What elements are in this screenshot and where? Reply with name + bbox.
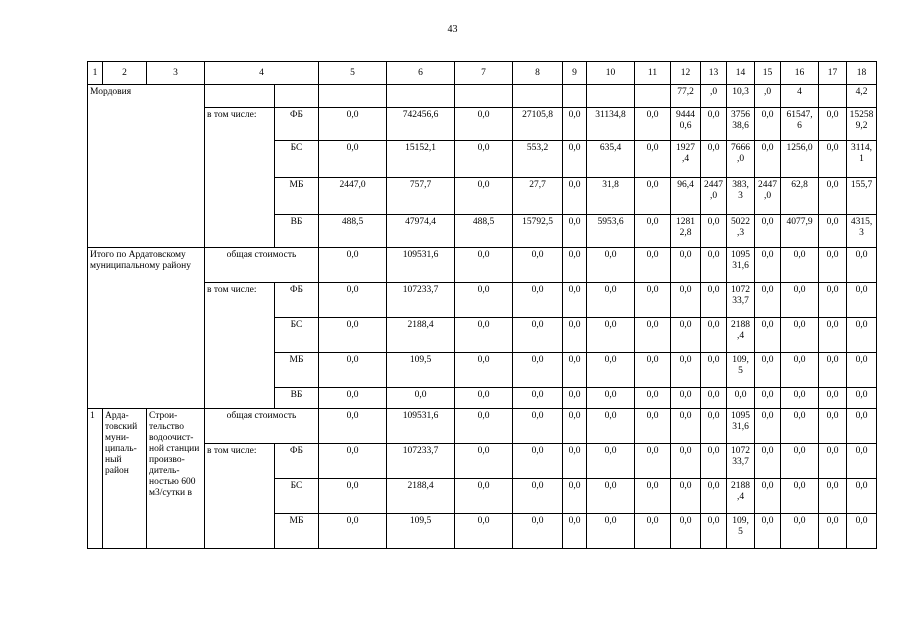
value-cell: 0,0	[701, 108, 727, 141]
value-cell: 0,0	[671, 283, 701, 318]
value-cell: 0,0	[701, 353, 727, 388]
value-cell: 0,0	[513, 444, 563, 479]
value-cell: 0,0	[513, 353, 563, 388]
object-district: Арда-товский муни-ципаль-ный район	[103, 409, 147, 549]
value-cell: 0,0	[781, 353, 819, 388]
header-cell: 7	[455, 62, 513, 85]
table-row	[88, 85, 877, 108]
value-cell: 0,0	[819, 353, 847, 388]
value-cell: 0,0	[563, 444, 587, 479]
value-cell	[635, 85, 671, 108]
value-cell: 0,0	[701, 283, 727, 318]
value-cell: 0,0	[847, 283, 877, 318]
value-cell: 15258 9,2	[847, 108, 877, 141]
value-cell: 488,5	[455, 215, 513, 248]
value-cell: 0,0	[781, 283, 819, 318]
value-cell: 0,0	[319, 248, 387, 283]
breakdown-label: в том числе:	[205, 283, 275, 409]
value-cell	[563, 85, 587, 108]
value-cell: 0,0	[781, 479, 819, 514]
header-cell: 18	[847, 62, 877, 85]
source-label: ФБ	[275, 108, 319, 141]
table-body	[88, 62, 877, 549]
value-cell	[387, 85, 455, 108]
value-cell: 0,0	[847, 353, 877, 388]
header-cell: 6	[387, 62, 455, 85]
value-cell: 0,0	[701, 215, 727, 248]
value-cell: 0,0	[635, 248, 671, 283]
value-cell: 0,0	[781, 514, 819, 549]
value-cell: 0,0	[701, 141, 727, 178]
value-cell: 4	[781, 85, 819, 108]
value-cell: 109,5	[387, 353, 455, 388]
object-name: Строи-тельство водоочист-ной станции произво-дитель-ностью 600 м3/сутки в	[147, 409, 205, 549]
value-cell: 2447 ,0	[755, 178, 781, 215]
value-cell: 0,0	[587, 248, 635, 283]
value-cell: 0,0	[755, 388, 781, 409]
value-cell: 0,0	[847, 248, 877, 283]
value-cell: 0,0	[563, 388, 587, 409]
value-cell: 107233,7	[387, 444, 455, 479]
value-cell: 3114,1	[847, 141, 877, 178]
header-cell: 9	[563, 62, 587, 85]
empty-cell	[275, 85, 319, 108]
value-cell: 109531,6	[387, 409, 455, 444]
value-cell: 0,0	[671, 388, 701, 409]
source-label: ВБ	[275, 215, 319, 248]
value-cell: 0,0	[319, 444, 387, 479]
source-label: МБ	[275, 178, 319, 215]
value-cell: 0,0	[755, 215, 781, 248]
value-cell: 31134,8	[587, 108, 635, 141]
district-total-name: Итого по Ардатовскому муниципальному району	[88, 248, 205, 409]
value-cell: 0,0	[819, 215, 847, 248]
value-cell: 0,0	[781, 409, 819, 444]
value-cell: 0,0	[671, 479, 701, 514]
value-cell: 0,0	[847, 479, 877, 514]
value-cell: 0,0	[513, 248, 563, 283]
value-cell: 0,0	[819, 178, 847, 215]
value-cell: 0,0	[847, 444, 877, 479]
value-cell: 0,0	[635, 479, 671, 514]
value-cell: 27105,8	[513, 108, 563, 141]
value-cell	[513, 85, 563, 108]
value-cell: 0,0	[319, 283, 387, 318]
value-cell: 0,0	[671, 318, 701, 353]
value-cell: 1072 33,7	[727, 283, 755, 318]
value-cell: 4077,9	[781, 215, 819, 248]
value-cell: 15792,5	[513, 215, 563, 248]
value-cell: 553,2	[513, 141, 563, 178]
source-label: ФБ	[275, 283, 319, 318]
value-cell: 0,0	[701, 318, 727, 353]
value-cell: 0,0	[635, 283, 671, 318]
value-cell: 0,0	[781, 388, 819, 409]
value-cell: 0,0	[319, 108, 387, 141]
value-cell: 0,0	[455, 514, 513, 549]
value-cell: 109, 5	[727, 353, 755, 388]
header-cell: 11	[635, 62, 671, 85]
value-cell: 0,0	[819, 248, 847, 283]
value-cell: 757,7	[387, 178, 455, 215]
header-cell: 1	[88, 62, 103, 85]
object-number: 1	[88, 409, 103, 549]
value-cell: 15152,1	[387, 141, 455, 178]
value-cell: 5022 ,3	[727, 215, 755, 248]
value-cell: 2188 ,4	[727, 318, 755, 353]
value-cell: 4315,3	[847, 215, 877, 248]
value-cell: 0,0	[819, 409, 847, 444]
value-cell: 0,0	[755, 141, 781, 178]
value-cell: 0,0	[563, 141, 587, 178]
value-cell: 96,4	[671, 178, 701, 215]
header-cell: 8	[513, 62, 563, 85]
value-cell: 0,0	[755, 283, 781, 318]
value-cell: ,0	[755, 85, 781, 108]
value-cell: 0,0	[635, 178, 671, 215]
value-cell: 0,0	[455, 444, 513, 479]
value-cell: 5953,6	[587, 215, 635, 248]
table-row	[88, 248, 877, 283]
value-cell: 0,0	[455, 318, 513, 353]
value-cell: 0,0	[513, 409, 563, 444]
value-cell: 0,0	[755, 248, 781, 283]
value-cell: 0,0	[701, 514, 727, 549]
value-cell: 0,0	[819, 514, 847, 549]
source-label: МБ	[275, 514, 319, 549]
value-cell: 0,0	[587, 283, 635, 318]
header-cell: 2	[103, 62, 147, 85]
value-cell: 0,0	[701, 248, 727, 283]
value-cell: 0,0	[319, 479, 387, 514]
value-cell: 2188,4	[387, 479, 455, 514]
value-cell: 9444 0,6	[671, 108, 701, 141]
total-cost-label: общая стоимость	[205, 409, 319, 444]
value-cell: 7666 ,0	[727, 141, 755, 178]
value-cell: 47974,4	[387, 215, 455, 248]
value-cell: 0,0	[847, 514, 877, 549]
value-cell: 0,0	[455, 283, 513, 318]
value-cell: 0,0	[563, 108, 587, 141]
value-cell	[319, 85, 387, 108]
value-cell: 635,4	[587, 141, 635, 178]
value-cell: 0,0	[635, 108, 671, 141]
empty-cell	[205, 85, 275, 108]
value-cell: 0,0	[587, 388, 635, 409]
value-cell: 2447,0	[319, 178, 387, 215]
value-cell: 0,0	[755, 353, 781, 388]
header-row	[88, 62, 877, 85]
value-cell: 31,8	[587, 178, 635, 215]
value-cell: 0,0	[671, 248, 701, 283]
value-cell: 0,0	[701, 444, 727, 479]
value-cell: 0,0	[387, 388, 455, 409]
value-cell: 0,0	[755, 318, 781, 353]
value-cell: 0,0	[513, 283, 563, 318]
value-cell: 2188,4	[387, 318, 455, 353]
breakdown-label: в том числе:	[205, 444, 275, 549]
header-cell: 4	[205, 62, 319, 85]
value-cell: 0,0	[587, 409, 635, 444]
value-cell: 0,0	[587, 318, 635, 353]
value-cell: 27,7	[513, 178, 563, 215]
value-cell: 0,0	[563, 353, 587, 388]
value-cell: 0,0	[635, 444, 671, 479]
value-cell: 0,0	[455, 409, 513, 444]
value-cell: 0,0	[671, 409, 701, 444]
value-cell: 0,0	[701, 479, 727, 514]
value-cell: 0,0	[701, 409, 727, 444]
value-cell: 0,0	[781, 318, 819, 353]
value-cell: 383, 3	[727, 178, 755, 215]
value-cell: 0,0	[319, 388, 387, 409]
value-cell: 77,2	[671, 85, 701, 108]
value-cell: 0,0	[819, 479, 847, 514]
value-cell: 0,0	[847, 409, 877, 444]
value-cell: 0,0	[635, 388, 671, 409]
value-cell: 0,0	[847, 388, 877, 409]
value-cell: 0,0	[755, 409, 781, 444]
value-cell: 1927 ,4	[671, 141, 701, 178]
value-cell: 0,0	[755, 108, 781, 141]
value-cell	[587, 85, 635, 108]
value-cell: 0,0	[455, 353, 513, 388]
table-row	[88, 283, 877, 318]
value-cell: 0,0	[319, 353, 387, 388]
source-label: МБ	[275, 353, 319, 388]
value-cell: 0,0	[319, 318, 387, 353]
value-cell: 1281 2,8	[671, 215, 701, 248]
value-cell: 0,0	[587, 353, 635, 388]
value-cell: 0,0	[635, 215, 671, 248]
value-cell: 0,0	[781, 248, 819, 283]
header-cell: 17	[819, 62, 847, 85]
source-label: ФБ	[275, 444, 319, 479]
value-cell: 0,0	[563, 318, 587, 353]
value-cell: 155,7	[847, 178, 877, 215]
value-cell: 0,0	[587, 444, 635, 479]
breakdown-label: в том числе:	[205, 108, 275, 248]
value-cell: 61547, 6	[781, 108, 819, 141]
value-cell: 0,0	[701, 388, 727, 409]
value-cell: 0,0	[513, 479, 563, 514]
value-cell: 0,0	[455, 178, 513, 215]
value-cell: 2188 ,4	[727, 479, 755, 514]
value-cell: 0,0	[755, 514, 781, 549]
value-cell: 0,0	[671, 353, 701, 388]
value-cell: 0,0	[671, 514, 701, 549]
source-label: БС	[275, 141, 319, 178]
value-cell: 109, 5	[727, 514, 755, 549]
value-cell: 1095 31,6	[727, 409, 755, 444]
budget-table	[87, 61, 877, 549]
header-cell: 12	[671, 62, 701, 85]
value-cell: 0,0	[455, 479, 513, 514]
value-cell: 0,0	[819, 444, 847, 479]
value-cell: 0,0	[819, 388, 847, 409]
value-cell: 0,0	[319, 514, 387, 549]
value-cell: 0,0	[847, 318, 877, 353]
source-label: БС	[275, 479, 319, 514]
value-cell: 3756 38,6	[727, 108, 755, 141]
value-cell: 0,0	[319, 141, 387, 178]
value-cell: ,0	[701, 85, 727, 108]
value-cell: 0,0	[819, 283, 847, 318]
value-cell: 0,0	[755, 479, 781, 514]
value-cell: 0,0	[635, 514, 671, 549]
region-name: Мордовия	[88, 85, 205, 248]
value-cell: 0,0	[563, 215, 587, 248]
value-cell: 0,0	[819, 108, 847, 141]
header-cell: 3	[147, 62, 205, 85]
value-cell: 0,0	[635, 141, 671, 178]
value-cell: 109531,6	[387, 248, 455, 283]
header-cell: 10	[587, 62, 635, 85]
value-cell: 0,0	[819, 141, 847, 178]
header-cell: 5	[319, 62, 387, 85]
value-cell: 0,0	[563, 248, 587, 283]
value-cell: 0,0	[635, 409, 671, 444]
value-cell: 0,0	[781, 444, 819, 479]
value-cell: 0,0	[513, 388, 563, 409]
value-cell: 0,0	[587, 479, 635, 514]
value-cell: 0,0	[455, 108, 513, 141]
value-cell: 0,0	[455, 141, 513, 178]
value-cell: 62,8	[781, 178, 819, 215]
value-cell: 0,0	[563, 479, 587, 514]
value-cell: 0,0	[819, 318, 847, 353]
value-cell: 2447 ,0	[701, 178, 727, 215]
value-cell: 0,0	[727, 388, 755, 409]
value-cell: 488,5	[319, 215, 387, 248]
table-row	[88, 108, 877, 141]
value-cell: 109,5	[387, 514, 455, 549]
header-cell: 14	[727, 62, 755, 85]
value-cell: 107233,7	[387, 283, 455, 318]
value-cell	[455, 85, 513, 108]
value-cell	[819, 85, 847, 108]
value-cell: 0,0	[755, 444, 781, 479]
value-cell: 0,0	[563, 178, 587, 215]
source-label: БС	[275, 318, 319, 353]
value-cell: 1072 33,7	[727, 444, 755, 479]
value-cell: 0,0	[563, 409, 587, 444]
source-label: ВБ	[275, 388, 319, 409]
total-cost-label: общая стоимость	[205, 248, 319, 283]
table-row	[88, 444, 877, 479]
table-row	[88, 409, 877, 444]
value-cell: 0,0	[455, 388, 513, 409]
value-cell: 0,0	[671, 444, 701, 479]
value-cell: 1256,0	[781, 141, 819, 178]
value-cell: 1095 31,6	[727, 248, 755, 283]
page-number: 43	[447, 24, 458, 35]
value-cell: 0,0	[319, 409, 387, 444]
value-cell: 10,3	[727, 85, 755, 108]
value-cell: 4,2	[847, 85, 877, 108]
value-cell: 0,0	[563, 514, 587, 549]
value-cell: 0,0	[587, 514, 635, 549]
value-cell: 742456,6	[387, 108, 455, 141]
value-cell: 0,0	[455, 248, 513, 283]
header-cell: 16	[781, 62, 819, 85]
header-cell: 13	[701, 62, 727, 85]
value-cell: 0,0	[513, 318, 563, 353]
value-cell: 0,0	[563, 283, 587, 318]
value-cell: 0,0	[635, 318, 671, 353]
header-cell: 15	[755, 62, 781, 85]
value-cell: 0,0	[513, 514, 563, 549]
value-cell: 0,0	[635, 353, 671, 388]
